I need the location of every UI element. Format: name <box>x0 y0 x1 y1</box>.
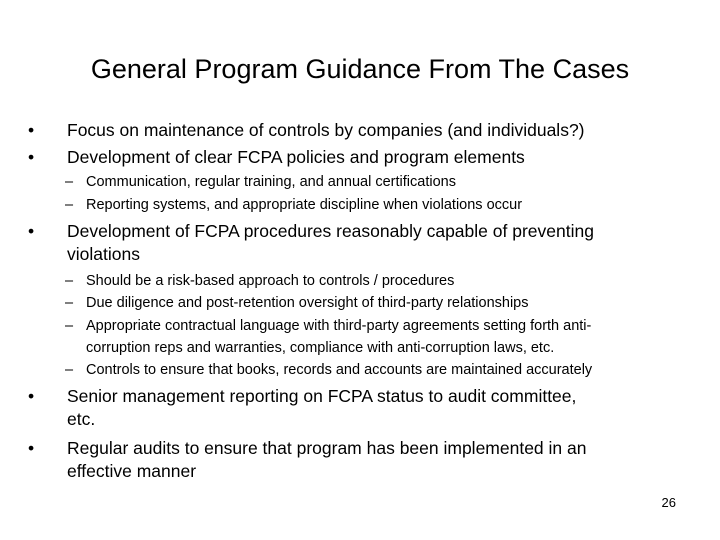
dash-marker: – <box>65 273 74 289</box>
bullet-marker: • <box>28 120 35 140</box>
sub-bullet-item <box>65 270 455 292</box>
sub-bullet-item <box>65 315 592 359</box>
bullet-item <box>28 146 525 169</box>
page-number: 26 <box>661 495 676 510</box>
dash-marker: – <box>65 174 74 190</box>
bullet-item <box>28 119 585 142</box>
bullet-line: effective manner <box>67 461 197 481</box>
dash-marker: – <box>65 197 74 213</box>
bullet-line: etc. <box>67 409 96 429</box>
bullet-line: Senior management reporting on FCPA status to audit committee, <box>67 386 577 406</box>
bullet-marker: • <box>28 386 35 406</box>
bullet-line: Focus on maintenance of controls by companies (and individuals?) <box>67 120 585 140</box>
bullet-line: Controls to ensure that books, records and accounts are maintained accurately <box>86 362 593 378</box>
bullet-line: Due diligence and post-retention oversight of third-party relationships <box>86 295 529 311</box>
bullet-item <box>28 220 594 266</box>
bullet-marker: • <box>28 221 35 241</box>
bullet-item <box>28 385 577 431</box>
bullet-line: Development of clear FCPA policies and program elements <box>67 147 525 167</box>
slide-title: General Program Guidance From The Cases <box>90 54 630 84</box>
sub-bullet-item <box>65 359 593 381</box>
bullet-line: Reporting systems, and appropriate discipline when violations occur <box>86 197 523 213</box>
bullet-item <box>28 437 587 483</box>
bullet-line: Development of FCPA procedures reasonably capable of preventing <box>67 221 594 241</box>
bullet-line: Communication, regular training, and annual certifications <box>86 174 456 190</box>
sub-bullet-item <box>65 171 456 193</box>
bullet-marker: • <box>28 147 35 167</box>
sub-bullet-item <box>65 194 523 216</box>
bullet-line: corruption reps and warranties, compliance with anti-corruption laws, etc. <box>86 340 555 356</box>
dash-marker: – <box>65 318 74 334</box>
bullet-line: Should be a risk-based approach to controls / procedures <box>86 273 455 289</box>
bullet-line: Appropriate contractual language with third-party agreements setting forth anti- <box>86 318 592 334</box>
sub-bullet-item <box>65 292 529 314</box>
bullet-line: violations <box>67 244 140 264</box>
bullet-marker: • <box>28 438 35 458</box>
dash-marker: – <box>65 362 74 378</box>
bullet-line: Regular audits to ensure that program has been implemented in an <box>67 438 587 458</box>
dash-marker: – <box>65 295 74 311</box>
